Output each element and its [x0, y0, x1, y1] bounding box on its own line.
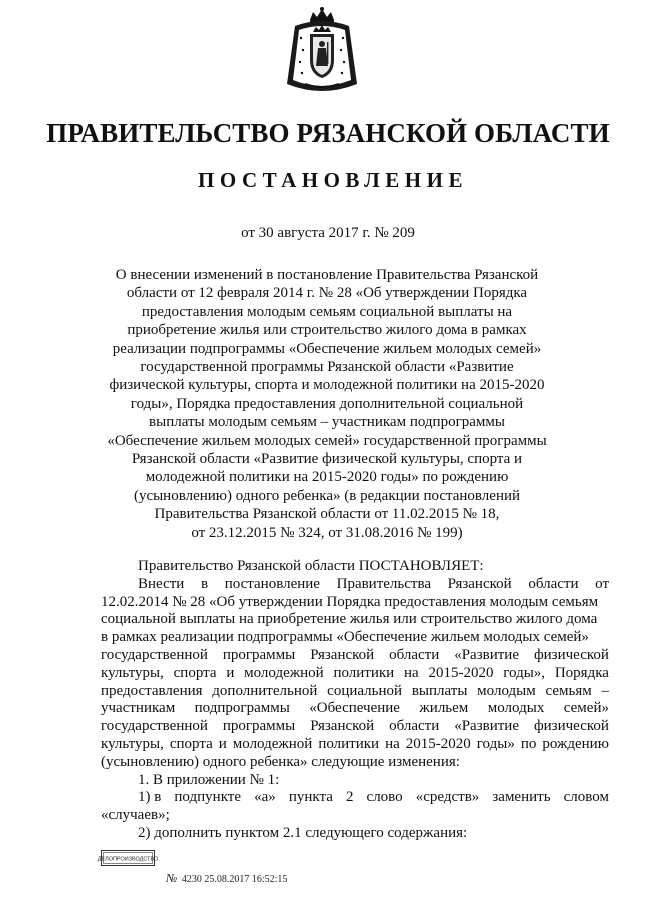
word: области	[389, 718, 440, 735]
paragraph-1-line: в рамках реализации подпрограммы «Обеспечение жильем молодых семей»	[101, 629, 589, 646]
word: Рязанской	[447, 575, 512, 592]
subject-line: приобретение жилья или строительство жилого дома в рамках	[127, 322, 527, 339]
item-1-1-line	[101, 789, 609, 807]
word: физической	[533, 718, 609, 735]
word: на	[404, 664, 419, 681]
paragraph-1-line: социальной выплаты на приобретение жилья или строительство жилого дома	[101, 611, 598, 628]
word: в	[200, 575, 209, 592]
word: 2	[345, 789, 354, 806]
subject-line: выплаты молодым семьям – участникам подпрограммы	[149, 414, 505, 431]
word: программы	[222, 718, 296, 735]
subject-line: физической культуры, спорта и молодежной политики на 2015-2020	[109, 377, 545, 394]
word: предоставления	[101, 682, 203, 699]
word: подпрограммы	[194, 700, 290, 717]
paragraph-1-line	[101, 665, 609, 683]
paragraph-1-line	[101, 576, 609, 594]
document-type: ПОСТАНОВЛЕНИЕ	[198, 168, 468, 192]
word: семей»	[563, 700, 609, 717]
registry-stamp-icon	[97, 850, 159, 866]
word: Порядка	[554, 664, 609, 681]
word: программы	[222, 646, 296, 663]
document-body	[101, 558, 609, 843]
word: области	[528, 575, 579, 592]
word: семьям	[545, 682, 592, 699]
word: спорта	[173, 664, 217, 681]
item-1-heading: 1. В приложении № 1:	[138, 771, 280, 788]
word: выплаты	[411, 682, 468, 699]
paragraph-1-line: (усыновлению) одного ребенка» следующие изменения:	[101, 753, 460, 770]
subject-line: области от 12 февраля 2014 г. № 28 «Об утверждении Порядка	[126, 285, 528, 302]
word: дополнительной	[212, 682, 318, 699]
word: социальной	[327, 682, 403, 699]
word: и	[226, 664, 235, 681]
registration-mark	[166, 871, 287, 886]
word: словом	[563, 789, 609, 806]
word: молодым	[477, 682, 536, 699]
word: физической	[533, 646, 609, 663]
word: годы»,	[503, 664, 546, 681]
subject-line: предоставления молодым семьям социальной выплаты на	[141, 303, 513, 320]
word: культуры,	[101, 664, 164, 681]
subject-line: Рязанской области «Развитие физической культуры, спорта и	[131, 451, 523, 468]
paragraph-1-line	[101, 700, 609, 718]
word: «Обеспечение	[309, 700, 400, 717]
registration-info: 4230 25.08.2017 16:52:15	[181, 874, 288, 885]
paragraph-1-line: 12.02.2014 № 28 «Об утверждении Порядка предоставления молодым семьям	[101, 593, 599, 610]
word: и	[218, 735, 227, 752]
paragraph-1-line	[101, 647, 609, 665]
word: постановление	[224, 575, 320, 592]
paragraph-1-line	[101, 736, 609, 754]
word: пункта	[288, 789, 333, 806]
subject-line: государственной программы Рязанской области «Развитие	[140, 359, 514, 376]
word: по	[520, 735, 537, 752]
word: молодых	[487, 700, 545, 717]
subject-line: молодежной политики на 2015-2020 годы» по рождению	[145, 469, 509, 486]
word: годы»	[476, 735, 515, 752]
subject-line: реализации подпрограммы «Обеспечение жильем молодых семей»	[112, 340, 542, 357]
document-subject	[92, 266, 562, 542]
paragraph-1-line	[101, 683, 609, 701]
word: молодежной	[244, 664, 324, 681]
item-1-1-continuation: «случаев»;	[101, 807, 170, 824]
subject-line: (усыновлению) одного ребенка» (в редакции постановлений	[133, 487, 521, 504]
number-sign: №	[166, 871, 178, 885]
item-1-2-line: 2) дополнить пунктом 2.1 следующего содержания:	[138, 824, 468, 841]
word: слово	[366, 789, 403, 806]
word: «Развитие	[454, 646, 519, 663]
subject-line: «Обеспечение жильем молодых семей» государственной программы	[107, 432, 547, 449]
subject-line: от 23.12.2015 № 324, от 31.08.2016 № 199)	[191, 524, 463, 541]
word: государственной	[101, 646, 208, 663]
subject-line: годы», Порядка предоставления дополнительной социальной	[130, 395, 524, 412]
word: политики	[318, 735, 380, 752]
word: государственной	[101, 718, 208, 735]
word: 2015-2020	[428, 664, 494, 681]
word: заменить	[492, 789, 551, 806]
subject-line: О внесении изменений в постановление Правительства Рязанской	[115, 267, 539, 283]
word: Правительства	[336, 575, 432, 592]
word: 1) в	[138, 789, 162, 806]
coat-of-arms-icon	[283, 6, 361, 98]
word: политики	[333, 664, 395, 681]
word: «Развитие	[454, 718, 519, 735]
word: Рязанской	[310, 646, 375, 663]
word: на	[385, 735, 400, 752]
word: участникам	[101, 700, 176, 717]
word: –	[601, 682, 609, 699]
word: Рязанской	[310, 718, 375, 735]
government-title: ПРАВИТЕЛЬСТВО РЯЗАНСКОЙ ОБЛАСТИ	[46, 118, 610, 148]
word: подпункте	[174, 789, 241, 806]
word: области	[389, 646, 440, 663]
word: от	[595, 575, 609, 592]
word: спорта	[169, 735, 213, 752]
word: жильем	[419, 700, 469, 717]
word: «а»	[254, 789, 276, 806]
word: молодежной	[232, 735, 313, 752]
svg-text:ДЕЛОПРОИЗВОДСТВО: ДЕЛОПРОИЗВОДСТВО	[97, 856, 159, 863]
word: «средств»	[415, 789, 480, 806]
word: 2015-2020	[405, 735, 471, 752]
word: Внести	[138, 575, 185, 592]
document-date-number: от 30 августа 2017 г. № 209	[241, 225, 415, 241]
subject-line: Правительства Рязанской области от 11.02.2015 № 18,	[154, 506, 500, 523]
word: культуры,	[101, 735, 164, 752]
paragraph-1-line	[101, 718, 609, 736]
resolves-line: Правительство Рязанской области ПОСТАНОВЛЯЕТ:	[138, 558, 484, 574]
word: рождению	[542, 735, 609, 752]
